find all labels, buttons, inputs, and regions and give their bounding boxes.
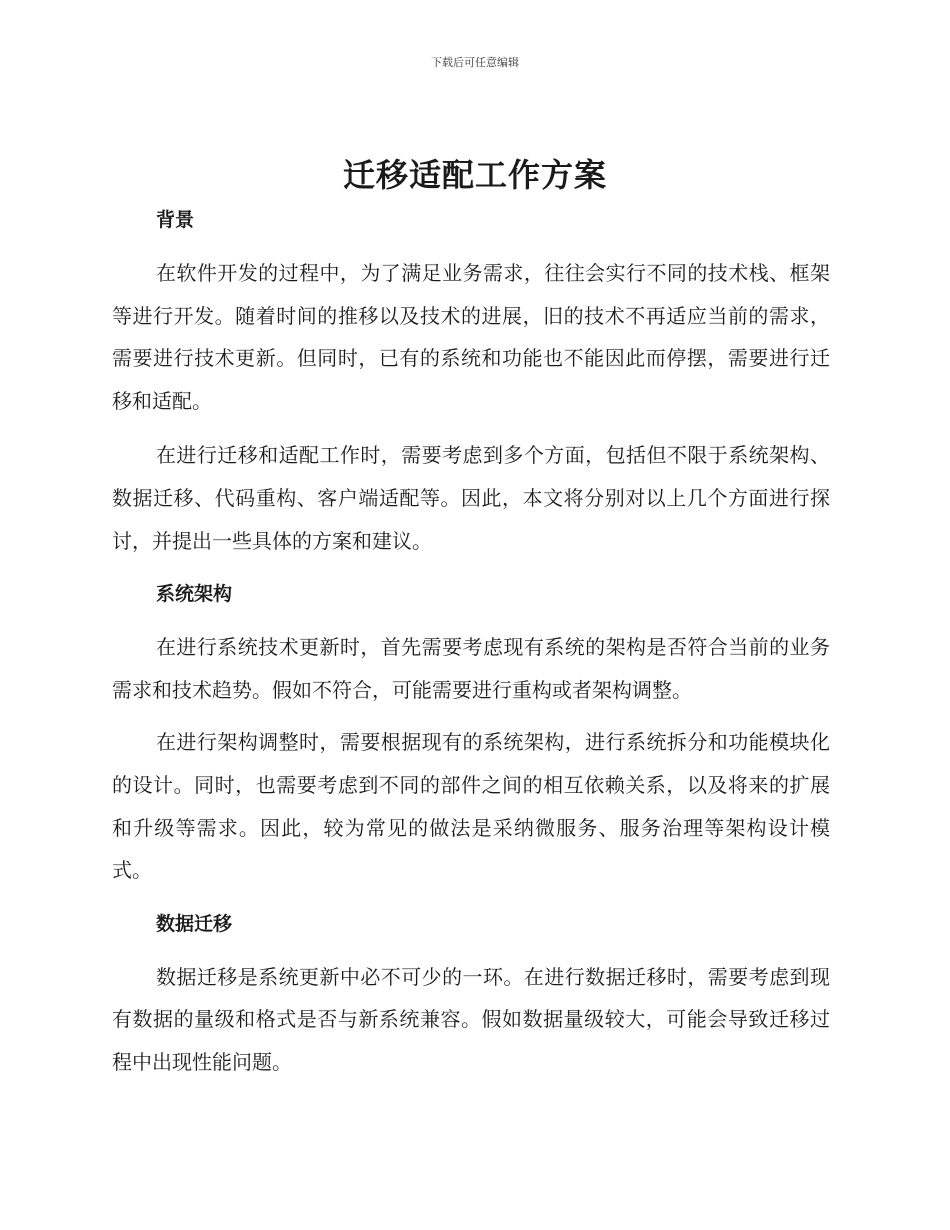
header-note: 下载后可任意编辑 (431, 56, 519, 69)
section-heading-data-migration: 数据迁移 (156, 912, 233, 935)
section-heading-background: 背景 (156, 209, 195, 231)
paragraph: 数据迁移是系统更新中必不可少的一环。在进行数据迁移时，需要考虑到现有数据的量级和格式是否与新系统兼容。假如数据量级较大，可能会导致迁移过程中出现性能问题。 (112, 964, 830, 1074)
paragraph: 在进行系统技术更新时，首先需要考虑现有系统的架构是否符合当前的业务需求和技术趋势。假如不符合，可能需要进行重构或者架构调整。 (112, 635, 830, 702)
paragraph: 在软件开发的过程中，为了满足业务需求，往往会实行不同的技术栈、框架等进行开发。随着时间的推移以及技术的进展，旧的技术不再适应当前的需求，需要进行技术更新。但同时，已有的系统和功能也不能因此而停摆，需要进行迁移和适配。 (112, 261, 830, 413)
paragraph: 在进行迁移和适配工作时，需要考虑到多个方面，包括但不限于系统架构、数据迁移、代码重构、客户端适配等。因此，本文将分别对以上几个方面进行探讨，并提出一些具体的方案和建议。 (112, 443, 830, 553)
document-body (112, 198, 830, 1084)
section-heading-system-architecture: 系统架构 (156, 583, 233, 606)
document-title: 迁移适配工作方案 (342, 156, 607, 194)
paragraph: 在进行架构调整时，需要根据现有的系统架构，进行系统拆分和功能模块化的设计。同时，也需要考虑到不同的部件之间的相互依赖关系，以及将来的扩展和升级等需求。因此，较为常见的做法是采纳微服务、服务治理等架构设计模式。 (112, 730, 830, 883)
